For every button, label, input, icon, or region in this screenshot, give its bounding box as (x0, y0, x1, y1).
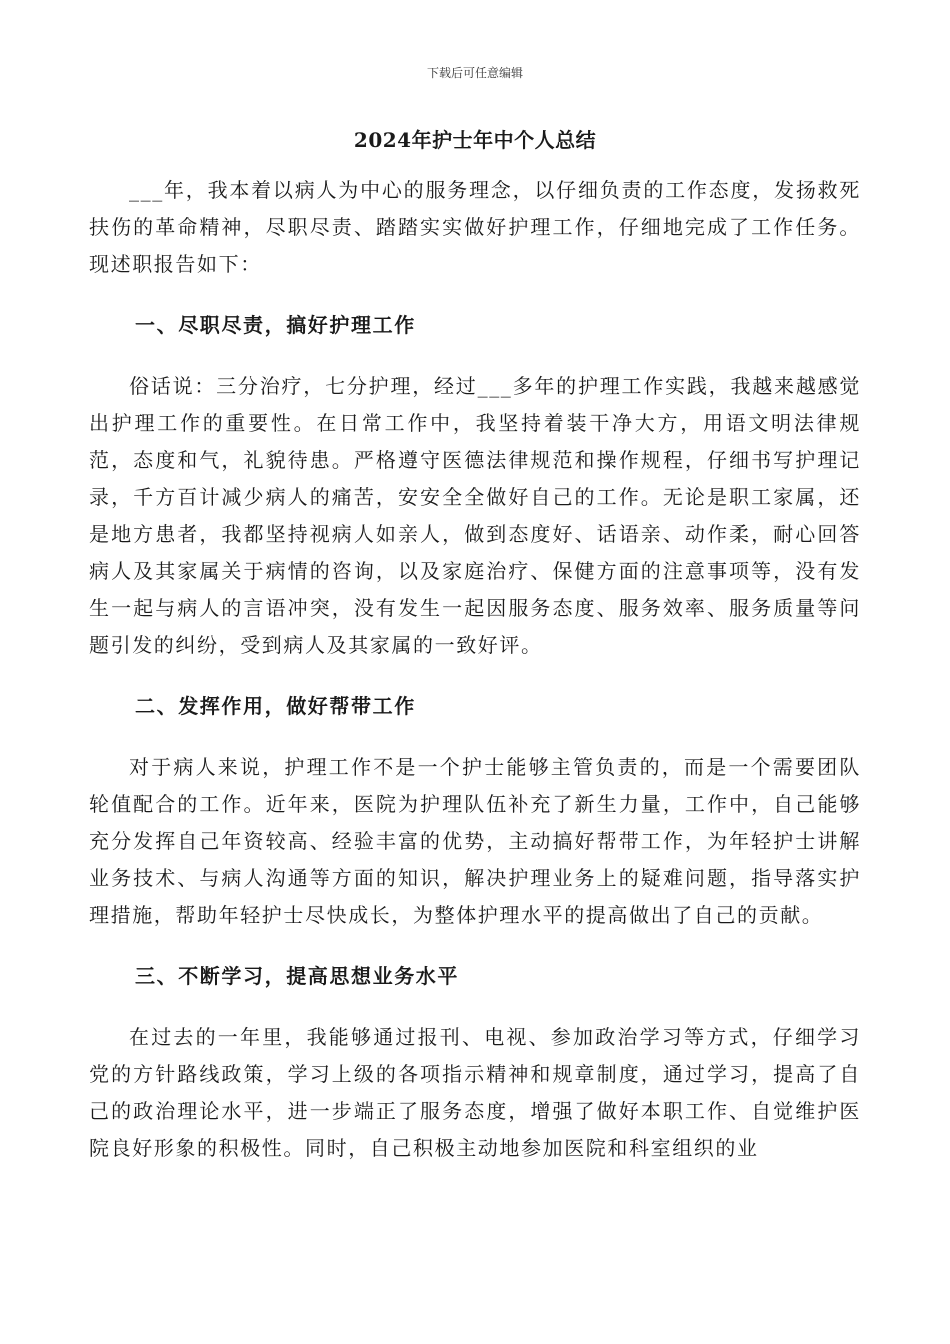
section-paragraph-1 (89, 368, 861, 664)
section-paragraph-2: 对于病人来说，护理工作不是一个护士能够主管负责的，而是一个需要团队轮值配合的工作。近年来，医院为护理队伍补充了新生力量，工作中，自己能够充分发挥自己年资较高、经验丰富的优势，主动搞好帮带工作，为年轻护士讲解业务技术、与病人沟通等方面的知识，解决护理业务上的疑难问题，指导落实护理措施，帮助年轻护士尽快成长，为整体护理水平的提高做出了自己的贡献。 (89, 755, 861, 927)
section-paragraph-3: 在过去的一年里，我能够通过报刊、电视、参加政治学习等方式，仔细学习党的方针路线政策，学习上级的各项指示精神和规章制度，通过学习，提高了自己的政治理论水平，进一步端正了服务态度，增强了做好本职工作、自觉维护医院良好形象的积极性。同时，自己积极主动地参加医院和科室组织的业 (89, 1025, 861, 1160)
document-title: 2024年护士年中个人总结 (353, 128, 597, 152)
section-heading-3: 三、不断学习，提高思想业务水平 (135, 964, 459, 988)
section-1-text-start: 俗话说：三分治疗，七分护理，经过 (129, 374, 478, 398)
intro-paragraph (89, 172, 861, 283)
section-1-text-rest: 多年的护理工作实践，我越来越感觉出护理工作的重要性。在日常工作中，我坚持着装干净大方，用语文明法律规范，态度和气，礼貌待患。严格遵守医德法律规范和操作规程，仔细书写护理记录，千方百计减少病人的痛苦，安安全全做好自己的工作。无论是职工家属，还是地方患者，我都坚持视病人如亲人，做到态度好、话语亲、动作柔，耐心回答病人及其家属关于病情的咨询，以及家庭治疗、保健方面的注意事项等，没有发生一起与病人的言语冲突，没有发生一起因服务态度、服务效率、服务质量等问题引发的纠纷，受到病人及其家属的一致好评。 (89, 374, 861, 657)
section-heading-1: 一、尽职尽责，搞好护理工作 (135, 313, 416, 337)
intro-text: 年，我本着以病人为中心的服务理念，以仔细负责的工作态度，发扬救死扶伤的革命精神，尽职尽责、踏踏实实做好护理工作，仔细地完成了工作任务。现述职报告如下： (89, 178, 861, 276)
intro-blank: ___ (129, 178, 164, 202)
header-note: 下载后可任意编辑 (426, 66, 523, 80)
document-body (89, 172, 861, 1167)
section-1-blank: ___ (477, 374, 513, 398)
section-heading-2: 二、发挥作用，做好帮带工作 (135, 694, 416, 718)
